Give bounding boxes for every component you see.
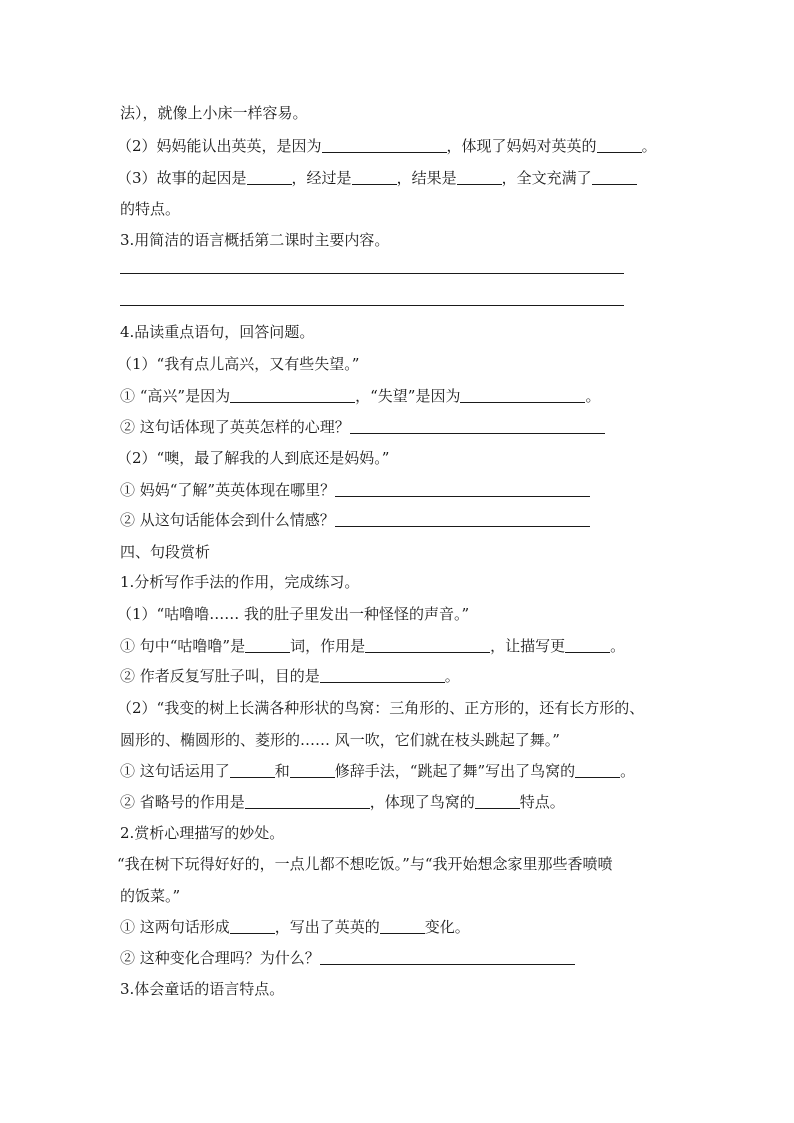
answer-blank[interactable] [475, 794, 520, 809]
quote-line: （1）“咕噜噜…… 我的肚子里发出一种怪怪的声音。” [117, 605, 470, 623]
section-item-4: 4.品读重点语句，回答问题。 [120, 323, 315, 341]
answer-blank[interactable] [575, 763, 620, 778]
answer-blank[interactable] [320, 668, 445, 683]
answer-blank[interactable] [290, 763, 335, 778]
quote-line: （2）“我变的树上长满各种形状的鸟窝：三角形的、正方形的，还有长方形的、 [117, 699, 645, 717]
question-line: ② 这种变化合理吗？为什么？ [120, 948, 575, 968]
text-line: 法），就像上小床一样容易。 [120, 104, 308, 122]
answer-blank[interactable] [245, 794, 370, 809]
section-item-3: 3.体会童话的语言特点。 [120, 980, 285, 998]
quote-line: 的饭菜。” [120, 887, 181, 905]
answer-blank[interactable] [365, 638, 490, 653]
answer-blank[interactable] [322, 138, 447, 153]
answer-blank[interactable] [352, 170, 397, 185]
answer-blank[interactable] [350, 419, 605, 434]
section-heading: 四、句段赏析 [120, 543, 211, 561]
section-item-3: 3.用简洁的语言概括第二课时主要内容。 [120, 231, 390, 249]
quote-line: （2）“噢，最了解我的人到底还是妈妈。” [117, 449, 390, 467]
answer-blank[interactable] [335, 512, 590, 527]
question-2: （2）妈妈能认出英英，是因为 ，体现了妈妈对英英的 。 [117, 137, 657, 155]
section-item-1: 1.分析写作手法的作用，完成练习。 [120, 573, 360, 591]
section-item-2: 2.赏析心理描写的妙处。 [120, 824, 285, 842]
answer-blank[interactable] [565, 638, 610, 653]
quote-line: （1）“我有点儿高兴，又有些失望。” [117, 355, 360, 373]
answer-blank[interactable] [230, 763, 275, 778]
answer-blank[interactable] [230, 388, 355, 403]
answer-blank[interactable] [592, 170, 637, 185]
answer-blank[interactable] [597, 138, 642, 153]
answer-blank[interactable] [457, 170, 502, 185]
answer-blank[interactable] [460, 388, 585, 403]
question-line: ② 从这句话能体会到什么情感？ [120, 510, 590, 530]
question-line: ① 这两句话形成 ，写出了英英的 变化。 [120, 918, 470, 936]
answer-line[interactable] [120, 305, 624, 306]
question-line: ② 作者反复写肚子叫，目的是 。 [120, 667, 460, 685]
answer-blank[interactable] [247, 170, 292, 185]
answer-blank[interactable] [320, 950, 575, 965]
answer-blank[interactable] [245, 638, 290, 653]
question-3: （3）故事的起因是 ，经过是 ，结果是 ，全文充满了 [117, 168, 637, 188]
answer-blank[interactable] [335, 482, 590, 497]
question-line: ② 这句话体现了英英怎样的心理？ [120, 417, 605, 437]
question-line: ① “高兴”是因为 ，“失望”是因为 。 [120, 387, 601, 405]
answer-blank[interactable] [230, 919, 275, 934]
answer-line[interactable] [120, 273, 624, 274]
question-line: ① 句中“咕噜噜”是 词，作用是 ，让描写更 。 [120, 637, 626, 655]
question-line: ① 妈妈“了解”英英体现在哪里？ [120, 480, 590, 500]
answer-blank[interactable] [380, 919, 425, 934]
quote-line: 圆形的、椭圆形的、菱形的…… 风一吹，它们就在枝头跳起了舞。” [120, 731, 560, 749]
quote-line: “我在树下玩得好好的，一点儿都不想吃饭。”与“我开始想念家里那些香喷喷 [117, 855, 613, 873]
question-line: ② 省略号的作用是 ，体现了鸟窝的 特点。 [120, 793, 565, 811]
question-line: ① 这句话运用了 和 修辞手法，“跳起了舞”写出了鸟窝的 。 [120, 762, 636, 780]
text-line: 的特点。 [120, 200, 181, 218]
